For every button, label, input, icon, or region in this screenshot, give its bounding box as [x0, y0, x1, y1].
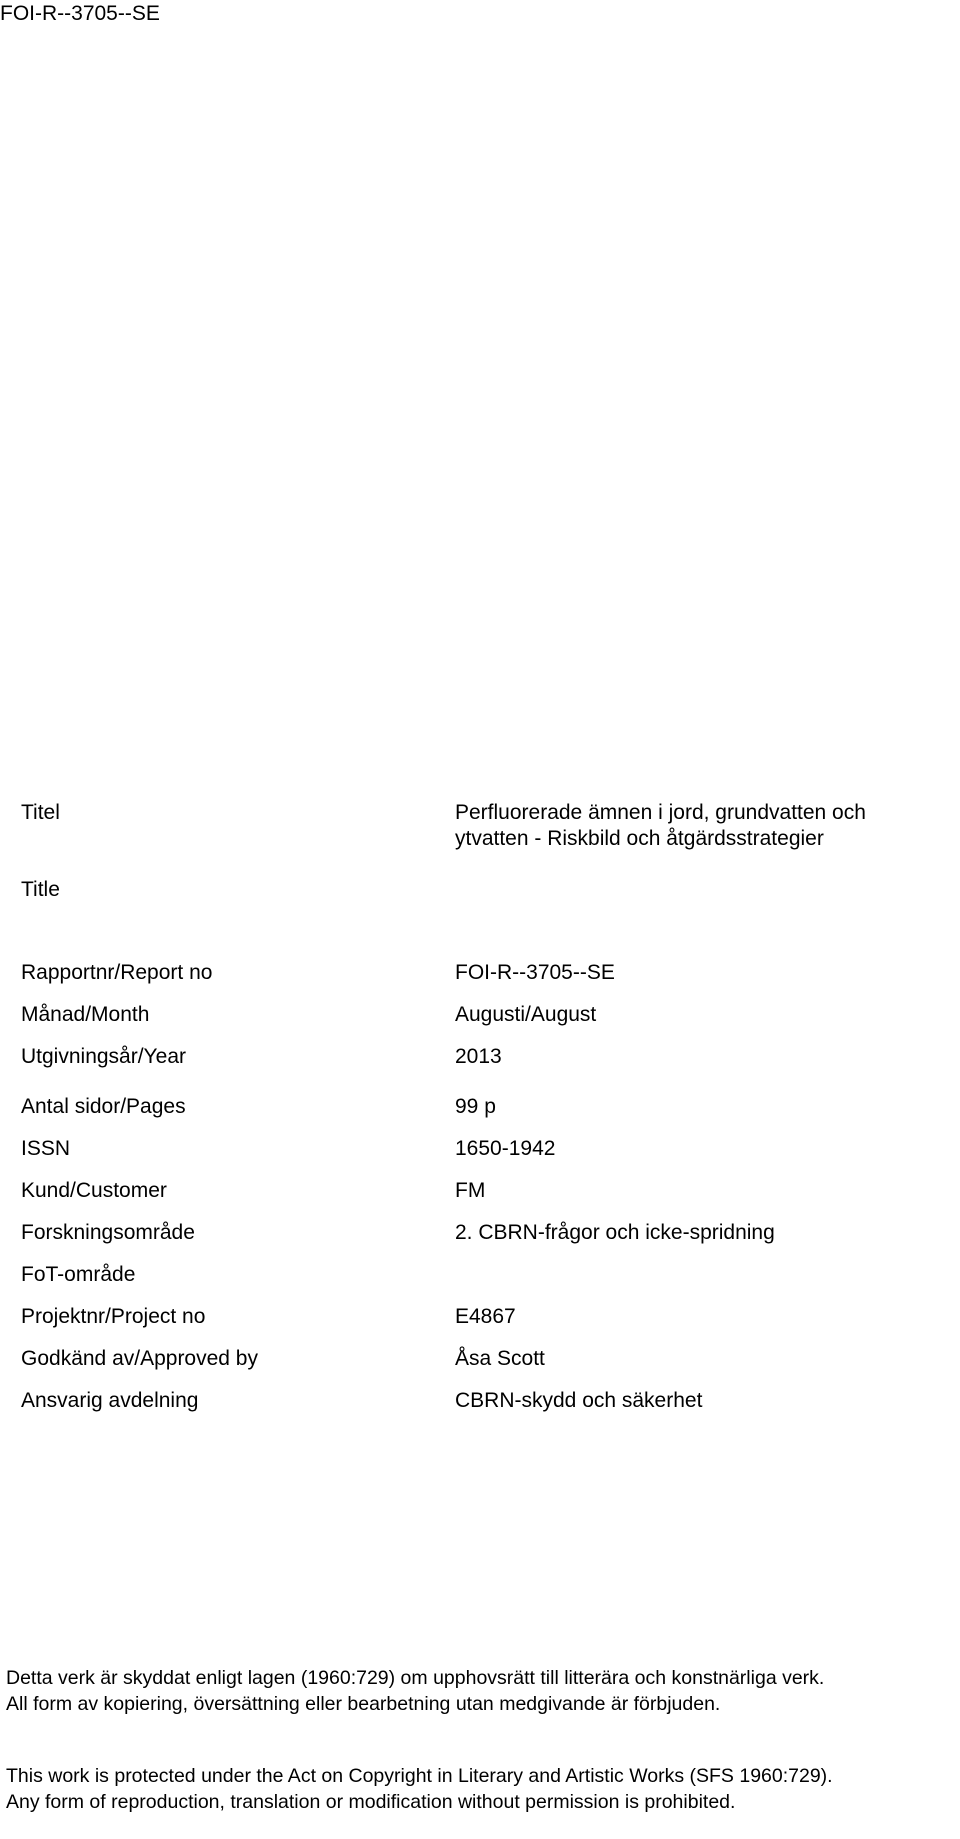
project-no-value: E4867 — [455, 1305, 516, 1328]
customer-label: Kund/Customer — [21, 1179, 167, 1202]
report-no-label: Rapportnr/Report no — [21, 961, 213, 984]
year-value: 2013 — [455, 1045, 502, 1068]
titel-value-line1: Perfluorerade ämnen i jord, grundvatten och — [455, 801, 866, 824]
field-row-research-area — [0, 1220, 960, 1264]
titel-value — [455, 800, 925, 852]
fot-area-label: FoT-område — [21, 1263, 136, 1286]
field-row-titel — [0, 800, 960, 850]
field-row-project-no — [0, 1304, 960, 1348]
titel-value-line2: ytvatten - Riskbild och åtgärdsstrategier — [455, 827, 824, 850]
field-row-fot-area — [0, 1262, 960, 1306]
title-label: Title — [21, 878, 60, 901]
year-label: Utgivningsår/Year — [21, 1045, 186, 1068]
field-row-issn — [0, 1136, 960, 1180]
field-row-year — [0, 1044, 960, 1088]
field-row-approved-by — [0, 1346, 960, 1390]
copyright-en-line2: Any form of reproduction, translation or modification without permission is prohibited. — [6, 1791, 736, 1813]
research-area-value: 2. CBRN-frågor och icke-spridning — [455, 1221, 775, 1244]
copyright-notice-english — [6, 1763, 956, 1815]
pages-label: Antal sidor/Pages — [21, 1095, 186, 1118]
field-row-report-no — [0, 960, 960, 1004]
copyright-sv-line2: All form av kopiering, översättning eller bearbetning utan medgivande är förbjuden. — [6, 1693, 721, 1715]
month-value: Augusti/August — [455, 1003, 597, 1026]
issn-value: 1650-1942 — [455, 1137, 556, 1160]
field-row-department — [0, 1388, 960, 1432]
field-row-pages — [0, 1094, 960, 1138]
report-no-value: FOI-R--3705--SE — [455, 961, 615, 984]
copyright-en-line1: This work is protected under the Act on Copyright in Literary and Artistic Works (SFS 1960:729). — [6, 1765, 833, 1787]
copyright-sv-line1: Detta verk är skyddat enligt lagen (1960:729) om upphovsrätt till litterära och konstnärliga verk. — [6, 1667, 825, 1689]
field-row-customer — [0, 1178, 960, 1222]
report-id-header: FOI-R--3705--SE — [0, 2, 160, 25]
pages-value: 99 p — [455, 1095, 496, 1118]
copyright-notice-swedish — [6, 1665, 956, 1717]
project-no-label: Projektnr/Project no — [21, 1305, 206, 1328]
research-area-label: Forskningsområde — [21, 1221, 195, 1244]
field-row-title — [0, 877, 960, 921]
approved-by-value: Åsa Scott — [455, 1347, 545, 1370]
customer-value: FM — [455, 1179, 486, 1202]
issn-label: ISSN — [21, 1137, 71, 1160]
approved-by-label: Godkänd av/Approved by — [21, 1347, 258, 1370]
department-label: Ansvarig avdelning — [21, 1389, 199, 1412]
department-value: CBRN-skydd och säkerhet — [455, 1389, 703, 1412]
titel-label: Titel — [21, 801, 60, 824]
month-label: Månad/Month — [21, 1003, 150, 1026]
field-row-month — [0, 1002, 960, 1046]
